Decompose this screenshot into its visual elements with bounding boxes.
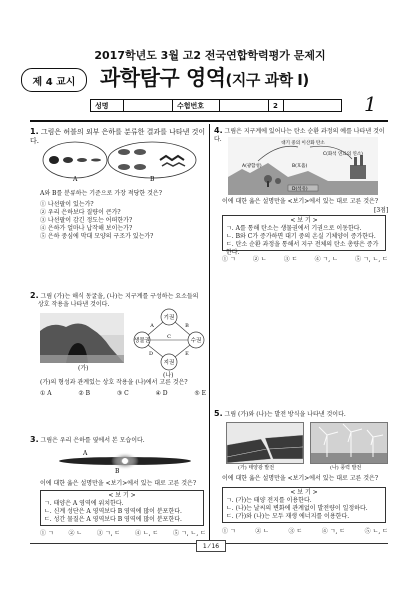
q2-stem-line1: 그림 (가)는 해식 동굴을, (나)는 지구계를 구성하는 요소들의 [40,293,199,300]
page-number: 1 [364,92,377,116]
q3-stem-text: 그림은 우리 은하를 옆에서 본 모습이다. [40,437,145,444]
q5-solar-photo [226,422,304,464]
q1-option[interactable]: ① 나선팔이 있는가? [40,201,94,208]
q5-bogi-box [222,487,386,523]
q2-option[interactable]: ① A [40,390,52,397]
q5-option[interactable]: ① ㄱ [222,528,236,535]
q1-galaxy-figure [40,138,200,183]
q3-option[interactable]: ③ ㄱ, ㄷ [96,530,121,537]
q4-label-c: C(화석 연료의 연소) [323,152,363,157]
candidate-info-row [90,99,342,112]
q5-stem [214,410,392,419]
q4-label-d: D(석유) [292,187,308,192]
exam-title: 2017학년도 3월 고2 전국연합학력평가 문제지 [94,49,326,62]
q1-option[interactable]: ③ 나선팔이 감긴 정도는 어떠한가? [40,217,133,224]
q4-bogi-item: ㄷ. 탄소 순환 과정을 통해서 지구 전체의 탄소 총량은 증가한다. [226,241,379,256]
q2-edge-d: D [148,351,154,357]
subject-sub: (지구 과학 Ⅰ) [225,71,309,89]
q5-bogi-title: < 보 기 > [290,489,318,496]
exam-no-digit: 2 [269,100,284,111]
q5-option[interactable]: ⑤ ㄴ, ㄷ [364,528,388,535]
q1-label-b: B [150,176,155,183]
subject-area [100,62,309,92]
exam-no-label: 수험번호 [173,100,220,111]
q2-sea-cave-photo [40,313,124,363]
q1-label-a: A [73,176,78,183]
q1-option[interactable]: ② 우리 은하보다 질량이 큰가? [40,209,121,216]
q4-bogi-title: < 보 기 > [290,217,318,224]
q4-bogi-box [222,215,386,256]
q2-question: (가)의 형성과 관계있는 상호 작용을 (나)에서 고른 것은? [40,379,188,386]
q4-stem-text: 그림은 지구계에 있어나는 탄소 순환 과정의 예를 나타낸 것이다. [214,128,385,143]
q4-option[interactable]: ② ㄴ [252,256,267,263]
q4-number: 4. [214,126,223,135]
q3-option[interactable]: ② ㄴ [68,530,83,537]
q5-option[interactable]: ② ㄴ [255,528,269,535]
q2-option[interactable]: ② B [78,390,91,397]
q3-milky-way-figure [55,448,195,474]
q4-label-co2: 대기 중의 이산화 탄소 [281,141,325,146]
q4-options [222,256,388,264]
q5-stem-text: 그림 (가)와 (나)는 발전 방식을 나타낸 것이다. [224,411,346,418]
q5-question: 이에 대한 옳은 설명만을 <보기>에서 있는 대로 고른 것은? [222,475,379,482]
q2-edge-b: B [185,323,189,329]
subject-main: 과학탐구 영역 [100,66,226,90]
q2-edge-a: A [150,323,154,329]
exam-no-field[interactable] [220,100,269,111]
q3-question: 이에 대한 옳은 설명만을 <보기>에서 있는 대로 고른 것은? [40,480,197,487]
q5-wind-photo [310,422,388,464]
q2-node-atmosphere: 기권 [163,315,175,321]
q3-stem [30,436,208,445]
q5-caption-wind: (나) 풍력 발전 [330,465,362,471]
q3-option[interactable]: ⑤ ㄱ, ㄴ, ㄷ [173,530,206,537]
q2-photo-caption: (가) [78,365,89,372]
q1-stem-text: 그림은 허블의 외부 은하를 분류한 결과를 나타낸 것이다. [30,128,206,145]
q4-option[interactable]: ① ㄱ [222,256,236,263]
q2-option[interactable]: ⑤ E [194,390,206,397]
q2-option[interactable]: ③ C [116,390,129,397]
q5-bogi-item: ㄱ. (가)는 태양 전지를 이용한다. [226,497,312,504]
q2-edge-e: E [185,351,189,357]
q1-options [40,201,206,241]
q3-bogi-box [40,490,204,526]
q3-label-a: A [83,450,88,457]
q1-option[interactable]: ④ 은하가 얼마나 납작해 보이는가? [40,225,133,232]
q2-options [40,390,206,398]
q2-node-hydrosphere: 수권 [190,338,202,344]
q4-label-b: B(호흡) [292,164,308,169]
name-label: 성명 [91,100,124,111]
q5-bogi-item: ㄷ. (가)와 (나)는 모두 재생 에너지를 이용한다. [226,513,350,520]
q2-edge-c: C [167,334,171,340]
q3-bogi-title: < 보 기 > [108,492,136,499]
footer-page-indicator: 1 ⁄ 16 [196,540,226,552]
q5-bogi-item: ㄴ. (나)는 날씨의 변화에 관계없이 발전량이 일정하다. [226,505,368,512]
q4-option[interactable]: ⑤ ㄱ, ㄴ, ㄷ [355,256,388,263]
q3-label-b: B [115,468,120,474]
q5-option[interactable]: ④ ㄱ, ㄷ [321,528,346,535]
q3-bogi-item: ㄷ. 성간 물질은 A 영역보다 B 영역에 많이 분포한다. [44,516,182,523]
q2-earth-system-diagram [132,307,206,371]
q4-label-a: A(광합성) [242,164,262,169]
q4-option[interactable]: ③ ㄷ [283,256,298,263]
q3-option[interactable]: ① ㄱ [40,530,54,537]
q1-question: A와 B를 분류하는 기준으로 가장 적당한 것은? [40,190,162,197]
q2-option[interactable]: ④ D [155,390,168,397]
header-rule [30,120,388,122]
q2-node-geosphere: 지권 [163,360,175,366]
q2-stem-line2: 상호 작용을 나타낸 것이다. [38,301,110,308]
q4-bogi-item: ㄱ. A를 통해 탄소는 생물권에서 기권으로 이동한다. [226,225,362,232]
q2-node-biosphere: 생물권 [134,338,150,344]
q4-option[interactable]: ④ ㄱ, ㄴ [314,256,338,263]
q3-option[interactable]: ④ ㄴ, ㄷ [134,530,159,537]
q1-number: 1. [30,127,39,136]
column-divider [209,124,210,544]
q2-number: 2. [30,291,39,300]
q3-bogi-item: ㄱ. 태양은 A 영역에 위치한다. [44,500,124,507]
q4-carbon-cycle-figure [228,137,378,195]
q1-option[interactable]: ⑤ 은하 중심에 막대 모양의 구조가 있는가? [40,233,154,240]
q5-options [222,528,388,536]
q3-number: 3. [30,435,39,444]
q3-options [40,530,206,538]
session-badge: 제 4 교시 [21,68,87,92]
exam-no-field-rest[interactable] [284,100,341,111]
q2-diagram-caption: (나) [163,372,174,379]
q5-caption-solar: (가) 태양광 발전 [238,465,275,471]
q4-bogi-item: ㄴ. B와 C가 증가하면 대기 중의 온실 기체양이 증가한다. [226,233,376,240]
q5-option[interactable]: ③ ㄷ [288,528,303,535]
name-field[interactable] [124,100,173,111]
q4-question: 이에 대한 옳은 설명만을 <보기>에서 있는 대로 고른 것은? [222,198,379,205]
q5-number: 5. [214,409,223,418]
q3-bogi-item: ㄴ. 신계 성단은 A 영역보다 B 영역에 많이 분포한다. [44,508,182,515]
q4-points: [3점] [374,207,389,214]
